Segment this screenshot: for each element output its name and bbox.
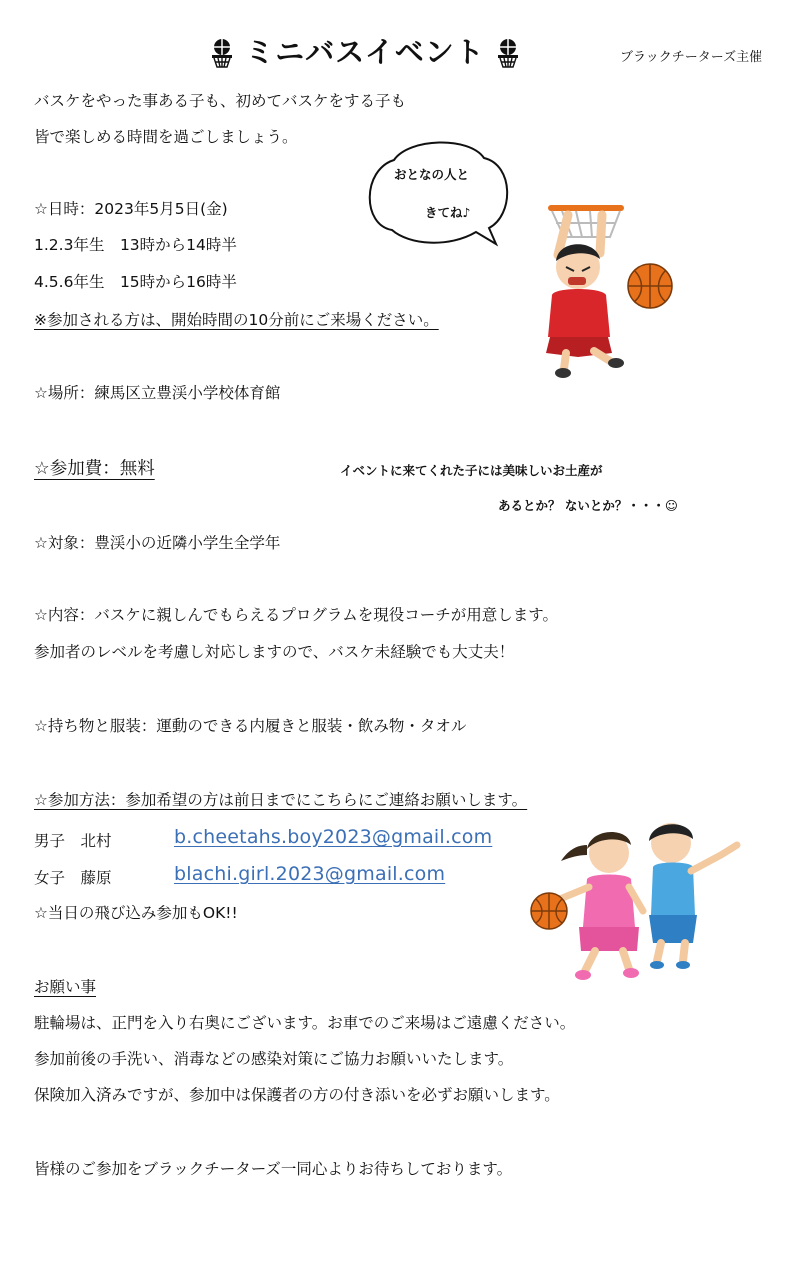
girls-contact-name: 女子 藤原 bbox=[34, 869, 112, 887]
closing-message: 皆様のご参加をブラックチーターズ一同心よりお待ちしております。 bbox=[34, 1160, 513, 1178]
intro-line-2: 皆で楽しめる時間を過ごしましょう。 bbox=[34, 128, 298, 146]
schedule-note: ※参加される方は、開始時間の10分前にご来場ください。 bbox=[34, 311, 439, 329]
content-line-1: ☆内容：バスケに親しんでもらえるプログラムを現役コーチが用意します。 bbox=[34, 606, 559, 624]
intro-line-1: バスケをやった事ある子も、初めてバスケをする子も bbox=[34, 92, 407, 110]
title-text: ミニバスイベント bbox=[245, 35, 485, 69]
request-item: 駐輪場は、正門を入り右奥にございます。お車でのご来場はご遠慮ください。 bbox=[34, 1014, 576, 1032]
basketball-hoop-icon bbox=[485, 35, 520, 69]
walkin-note: ☆当日の飛び込み参加もOK!! bbox=[34, 904, 238, 922]
place: ☆場所：練馬区立豊渓小学校体育館 bbox=[34, 384, 281, 402]
schedule-slot-1: 1.2.3年生 13時から14時半 bbox=[34, 236, 237, 254]
schedule-date: ☆日時：2023年5月5日(金) bbox=[34, 200, 228, 218]
fee: ☆参加費：無料 bbox=[34, 459, 155, 479]
basketball-hoop-icon bbox=[210, 35, 245, 69]
content-line-2: 参加者のレベルを考慮し対応しますので、バスケ未経験でも大丈夫！ bbox=[34, 643, 515, 661]
host-label: ブラックチーターズ主催 bbox=[620, 50, 763, 65]
bubble-line-1: おとなの人と bbox=[394, 167, 470, 182]
souvenir-line-1: イベントに来てくれた子には美味しいお土産が bbox=[340, 463, 603, 478]
belongings: ☆持ち物と服装：運動のできる内履きと服装・飲み物・タオル bbox=[34, 717, 467, 735]
boys-contact-name: 男子 北村 bbox=[34, 832, 112, 850]
target: ☆対象：豊渓小の近隣小学生全学年 bbox=[34, 534, 281, 552]
dunking-player-illustration bbox=[530, 195, 680, 380]
request-item: 保険加入済みですが、参加中は保護者の方の付き添いを必ずお願いします。 bbox=[34, 1086, 560, 1104]
girls-email-link[interactable]: blachi.girl.2023@gmail.com bbox=[174, 863, 446, 885]
schedule-slot-2: 4.5.6年生 15時から16時半 bbox=[34, 273, 237, 291]
souvenir-line-2: あるとか？ ないとか？・・・☺ bbox=[498, 498, 678, 513]
requests-heading: お願い事 bbox=[34, 978, 97, 996]
players-dribbling-illustration bbox=[525, 815, 745, 990]
apply-heading: ☆参加方法：参加希望の方は前日までにこちらにご連絡お願いします。 bbox=[34, 791, 528, 809]
request-item: 参加前後の手洗い、消毒などの感染対策にご協力お願いいたします。 bbox=[34, 1050, 514, 1068]
boys-email-link[interactable]: b.cheetahs.boy2023@gmail.com bbox=[174, 826, 493, 848]
bubble-line-2: きてね♪ bbox=[425, 205, 471, 220]
speech-bubble-icon bbox=[364, 140, 512, 250]
